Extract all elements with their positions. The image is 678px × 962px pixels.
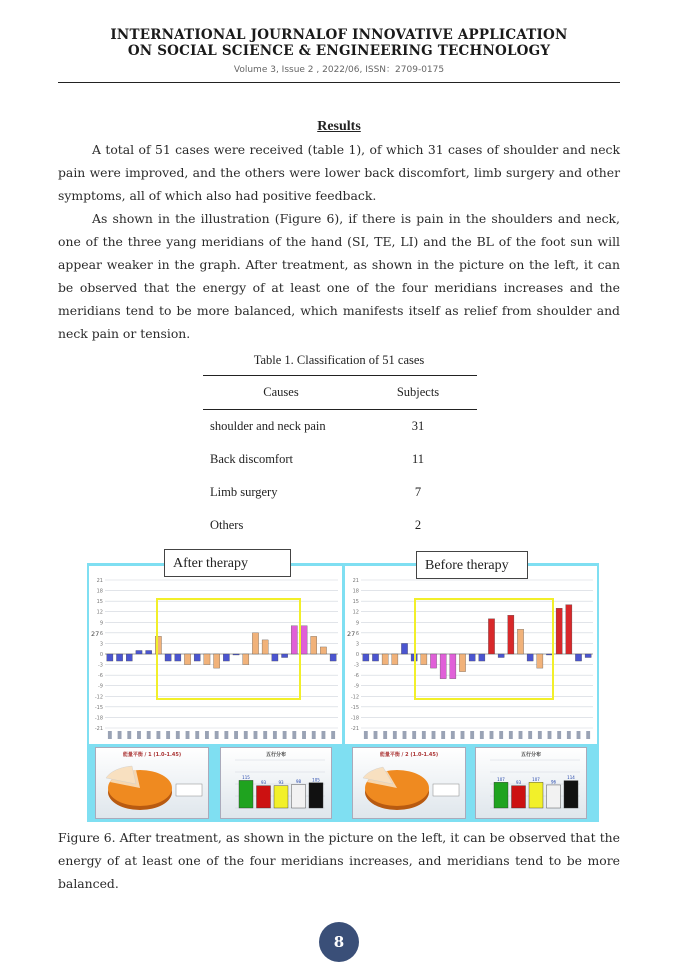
journal-title-line2: ON SOCIAL SCIENCE & ENGINEERING TECHNOLOGY	[127, 43, 551, 59]
x-tick-label	[364, 731, 368, 739]
y-tick-label: 6	[99, 630, 103, 637]
x-tick-label	[127, 731, 131, 739]
y-tick-label: -3	[98, 662, 103, 669]
x-tick-label	[186, 731, 190, 739]
meridian-bar	[194, 654, 200, 661]
x-tick-label	[312, 731, 316, 739]
bar-right-title: 五行分布	[520, 752, 541, 758]
meridian-bar	[575, 654, 581, 661]
meridian-bar	[363, 654, 369, 661]
element-bar	[239, 780, 253, 808]
meridian-bar	[421, 654, 427, 665]
x-tick-label	[302, 731, 306, 739]
x-tick-label	[331, 731, 335, 739]
mid-value-label: 27	[91, 629, 100, 638]
x-tick-label	[147, 731, 151, 739]
meridian-bar	[440, 654, 446, 679]
y-tick-label: 9	[99, 620, 103, 627]
element-bar	[309, 783, 323, 808]
y-tick-label: -18	[350, 715, 359, 722]
x-tick-label	[441, 731, 445, 739]
meridian-bar	[401, 643, 407, 654]
x-tick-label	[509, 731, 513, 739]
meridian-bar	[252, 633, 258, 654]
element-bar	[547, 785, 561, 808]
x-tick-label	[470, 731, 474, 739]
element-bars-left	[220, 747, 332, 819]
x-tick-label	[244, 731, 248, 739]
table-cell-cause: Back discomfort	[210, 452, 293, 466]
pie-left-title: 能量平衡 / 1 (1.0-1.45)	[122, 752, 182, 758]
x-tick-label	[283, 731, 287, 739]
element-bar-value: 93	[278, 780, 284, 786]
meridian-bar	[146, 650, 152, 654]
x-tick-label	[451, 731, 455, 739]
paragraph-2-text: As shown in the illustration (Figure 6), if there is pain in the shoulders and neck, one of the three yang meridians of the hand (SI, TE, LI) and the BL of the foot sun will appear weaker in the graph. After treatment, as shown in the picture on the left, it can be observed that the energy of at least one of the four meridians increases and the meridians tend to be more balanced, which manifests itself as relief from shoulder and neck pain or tension.	[58, 211, 620, 341]
meridian-bar	[459, 654, 465, 672]
table-cell-subjects: 11	[411, 452, 425, 466]
meridian-bar	[107, 654, 113, 661]
after-therapy-bar-chart	[89, 566, 342, 744]
table-row	[203, 443, 477, 476]
x-tick-label	[403, 731, 407, 739]
table-cell-cause: Others	[210, 518, 244, 532]
meridian-bar	[311, 636, 317, 654]
meridian-bar	[204, 654, 210, 665]
meridian-bar	[223, 654, 229, 661]
meridian-bar	[537, 654, 543, 668]
x-tick-label	[273, 731, 277, 739]
meridian-bar	[566, 605, 572, 654]
element-bar-value: 105	[312, 777, 320, 783]
section-title: Results	[317, 119, 361, 134]
meridian-bar	[136, 650, 142, 654]
y-tick-label: 3	[99, 641, 103, 648]
y-tick-label: -18	[94, 715, 103, 722]
journal-title-line1: INTERNATIONAL JOURNALOF INNOVATIVE APPLICATION	[110, 27, 568, 43]
element-bars-right	[475, 747, 587, 819]
bar-left-title: 五行分布	[265, 752, 286, 758]
y-tick-label: -9	[354, 683, 359, 690]
meridian-bar	[430, 654, 436, 668]
element-bars-right-graphic	[476, 748, 586, 818]
y-tick-label: -6	[98, 673, 103, 680]
meridian-bar	[556, 608, 562, 654]
meridian-bar	[330, 654, 336, 661]
element-bar-value: 114	[567, 775, 575, 781]
x-tick-label	[292, 731, 296, 739]
x-tick-label	[557, 731, 561, 739]
paragraph-1	[58, 138, 620, 207]
x-tick-label	[412, 731, 416, 739]
table-cell-cause: shoulder and neck pain	[210, 419, 326, 433]
element-bar-value: 93	[260, 780, 267, 786]
x-tick-label	[499, 731, 503, 739]
element-bar-value: 98	[295, 778, 302, 784]
x-tick-label	[586, 731, 590, 739]
y-tick-label: -9	[98, 683, 103, 690]
meridian-bar	[291, 626, 297, 654]
y-tick-label: 21	[352, 578, 359, 584]
meridian-bar	[184, 654, 190, 665]
element-bar-value: 107	[532, 776, 540, 782]
table-row	[203, 410, 477, 443]
pie-left-graphic	[96, 748, 208, 818]
meridian-bar	[479, 654, 485, 661]
meridian-bar	[320, 647, 326, 654]
x-tick-label	[538, 731, 542, 739]
y-tick-label: -12	[350, 694, 359, 701]
x-tick-label	[108, 731, 112, 739]
meridian-bar	[272, 654, 278, 661]
meridian-bar	[126, 654, 132, 661]
table-caption: Table 1. Classification of 51 cases	[253, 353, 425, 367]
x-tick-label	[567, 731, 571, 739]
element-bar	[494, 782, 508, 808]
x-tick-label	[254, 731, 258, 739]
x-tick-label	[205, 731, 209, 739]
y-tick-label: 15	[96, 599, 103, 606]
y-tick-label: 21	[96, 578, 103, 584]
element-bar	[564, 781, 578, 808]
x-tick-label	[393, 731, 397, 739]
x-tick-label	[480, 731, 484, 739]
y-tick-label: 3	[355, 641, 359, 648]
table-cell-cause: Limb surgery	[210, 485, 278, 499]
figure-caption: Figure 6. After treatment, as shown in the picture on the left, it can be observed that the energy of at least one of the four meridians increases, and meridians tend to be more balanced.	[58, 830, 620, 891]
x-tick-label	[490, 731, 494, 739]
y-tick-label: -21	[94, 726, 103, 732]
meridian-bar	[508, 615, 514, 654]
y-tick-label: 18	[352, 588, 359, 595]
element-bar-value: 115	[242, 774, 250, 780]
y-tick-label: 15	[352, 599, 359, 606]
before-therapy-bar-chart	[345, 566, 597, 744]
meridian-bar	[517, 629, 523, 654]
classification-table	[203, 375, 477, 542]
after-therapy-panel	[89, 566, 342, 744]
x-tick-label	[176, 731, 180, 739]
paragraph-1-text: A total of 51 cases were received (table 1), of which 31 cases of shoulder and neck pain were improved, and the others were lower back discomfort, limb surgery and other symptoms, all of which also had positive feedback.	[58, 142, 620, 203]
x-tick-label	[195, 731, 199, 739]
pie-chart-right	[352, 747, 466, 819]
header-divider	[58, 82, 620, 83]
y-tick-label: -12	[94, 694, 103, 701]
y-tick-label: -21	[350, 726, 359, 732]
y-tick-label: -3	[354, 662, 359, 669]
pie-right-graphic	[353, 748, 465, 818]
x-tick-label	[577, 731, 581, 739]
element-bar	[512, 786, 526, 808]
meridian-bar	[498, 654, 504, 658]
x-tick-label	[156, 731, 160, 739]
meridian-bar	[165, 654, 171, 661]
y-tick-label: 9	[355, 620, 359, 627]
y-tick-label: 0	[99, 652, 103, 658]
y-tick-label: -15	[94, 704, 103, 711]
meridian-bar	[262, 640, 268, 654]
table-cell-subjects: 31	[411, 419, 425, 433]
x-tick-label	[528, 731, 532, 739]
x-tick-label	[263, 731, 267, 739]
x-tick-label	[422, 731, 426, 739]
meridian-bar	[372, 654, 378, 661]
x-tick-label	[224, 731, 228, 739]
meridian-bar	[301, 626, 307, 654]
element-bar-value: 107	[497, 776, 505, 782]
meridian-bar	[382, 654, 388, 665]
paragraph-2	[58, 207, 620, 345]
y-tick-label: -6	[354, 673, 359, 680]
table-header-causes: Causes	[263, 385, 299, 399]
table-row	[203, 476, 477, 509]
meridian-bar	[488, 619, 494, 654]
meridian-bar	[116, 654, 122, 661]
x-tick-label	[166, 731, 170, 739]
highlight-box	[157, 599, 300, 699]
x-tick-label	[234, 731, 238, 739]
table-header-row	[203, 376, 477, 409]
y-tick-label: 12	[352, 609, 359, 616]
element-bar	[529, 782, 543, 808]
meridian-bar	[469, 654, 475, 661]
y-tick-label: 6	[355, 630, 359, 637]
volume-info: Volume 3, Issue 2 , 2022/06, ISSN：2709-0175	[233, 65, 445, 75]
table-cell-subjects: 7	[414, 485, 422, 499]
table-cell-subjects: 2	[414, 518, 422, 532]
figure-6	[87, 563, 599, 822]
element-bar-value: 93	[515, 780, 522, 786]
pie-chart-left	[95, 747, 209, 819]
x-tick-label	[519, 731, 523, 739]
meridian-bar	[281, 654, 287, 658]
before-therapy-panel	[345, 566, 597, 744]
after-therapy-label: After therapy	[164, 549, 291, 577]
element-bar-value: 96	[550, 779, 557, 785]
meridian-bar	[585, 654, 591, 658]
meridian-bar	[243, 654, 249, 665]
y-tick-label: -15	[350, 704, 359, 711]
x-tick-label	[432, 731, 436, 739]
meridian-bar	[175, 654, 181, 661]
x-tick-label	[321, 731, 325, 739]
y-tick-label: 18	[96, 588, 103, 595]
highlight-box	[415, 599, 553, 699]
journal-header	[0, 27, 678, 75]
page-number: 8	[319, 922, 359, 962]
mid-value-label: 27	[347, 629, 356, 638]
x-tick-label	[118, 731, 122, 739]
element-bar	[274, 786, 288, 808]
meridian-bar	[214, 654, 220, 668]
meridian-bar	[392, 654, 398, 665]
table-header-subjects: Subjects	[396, 385, 440, 399]
element-bars-left-graphic	[221, 748, 331, 818]
x-tick-label	[548, 731, 552, 739]
meridian-bar	[233, 654, 239, 655]
x-tick-label	[215, 731, 219, 739]
element-bar	[292, 784, 306, 808]
table-row	[203, 509, 477, 542]
x-tick-label	[374, 731, 378, 739]
meridian-bar	[546, 654, 552, 655]
x-tick-label	[383, 731, 387, 739]
y-tick-label: 12	[96, 609, 103, 616]
element-bar	[257, 786, 271, 808]
meridian-bar	[450, 654, 456, 679]
meridian-bar	[527, 654, 533, 661]
y-tick-label: 0	[355, 652, 359, 658]
x-tick-label	[461, 731, 465, 739]
x-tick-label	[137, 731, 141, 739]
before-therapy-label: Before therapy	[416, 551, 528, 579]
pie-right-title: 能量平衡 / 2 (1.0-1.45)	[379, 752, 439, 758]
